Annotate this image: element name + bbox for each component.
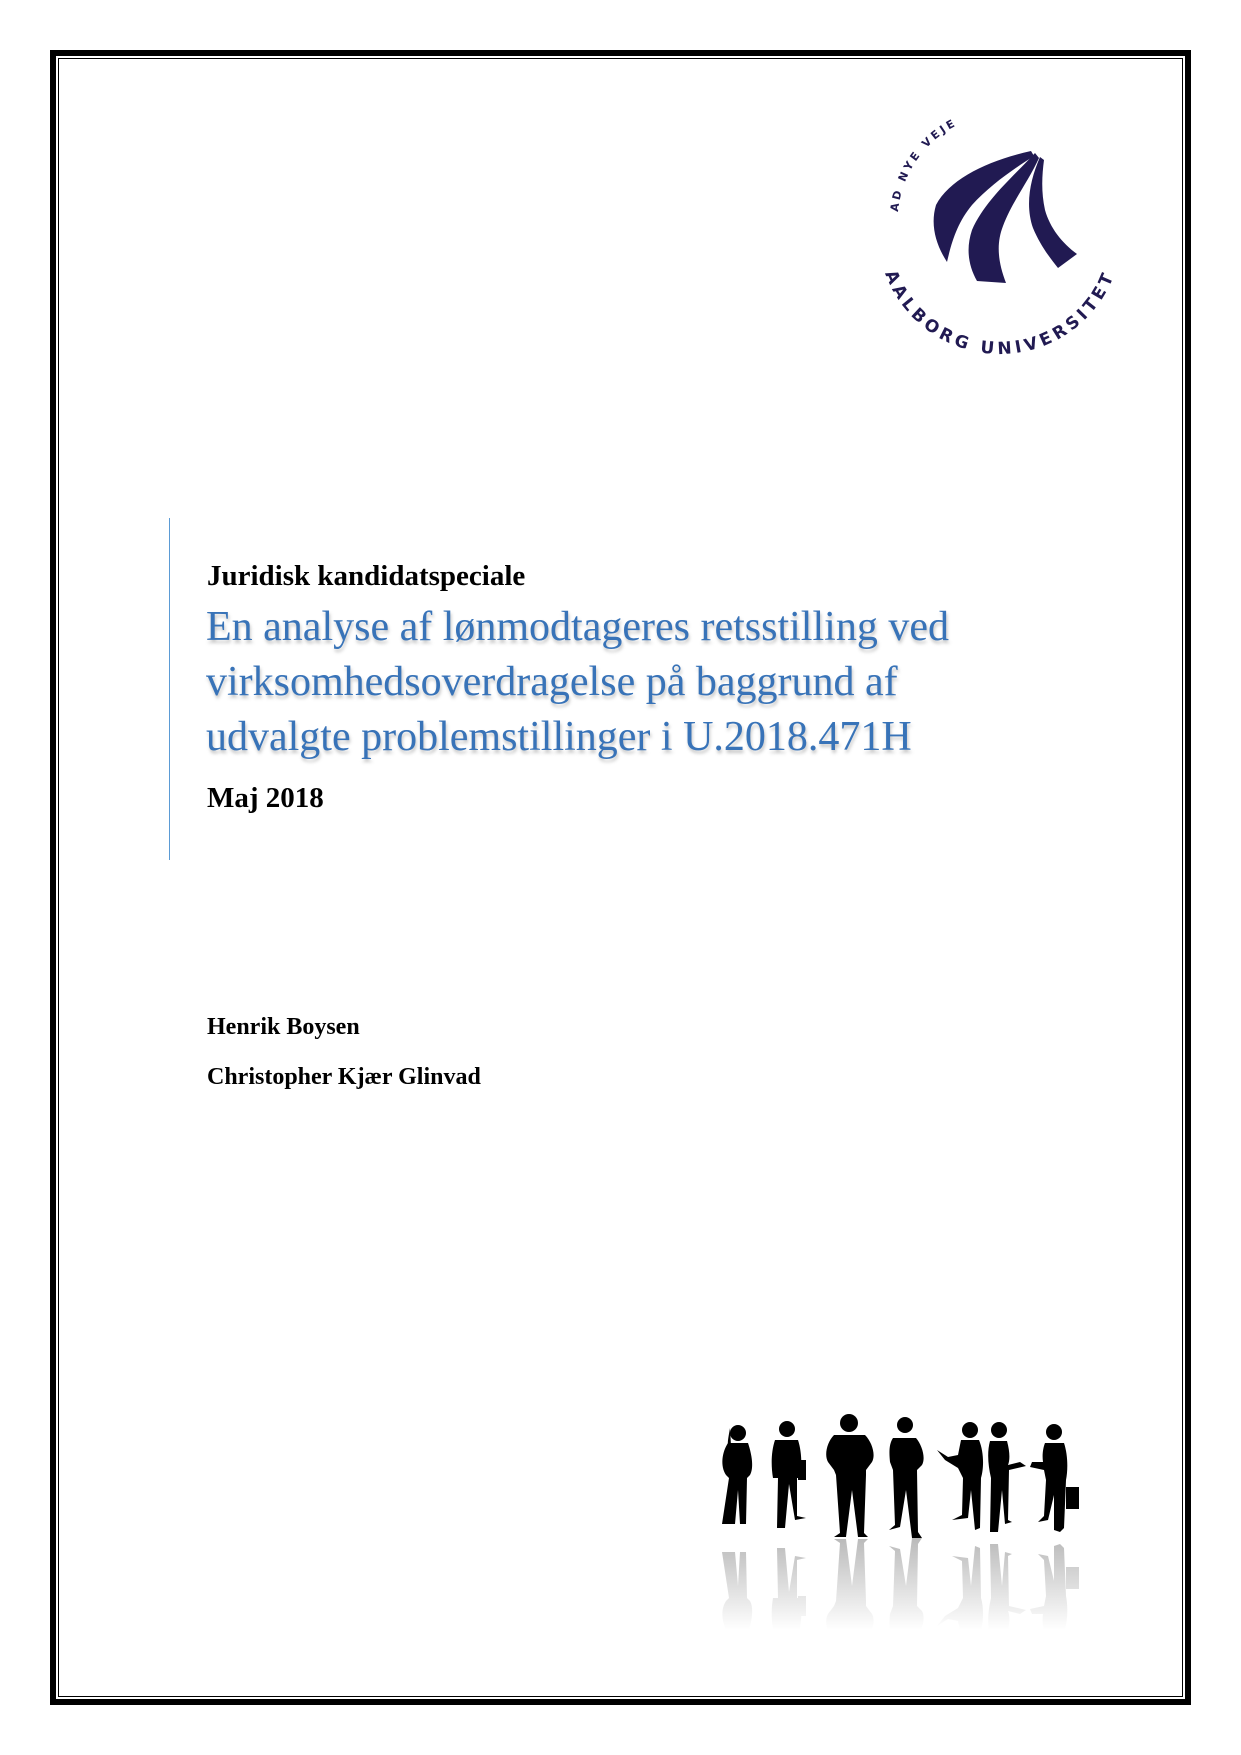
logo-university-name: AALBORG UNIVERSITET — [880, 267, 1120, 360]
business-people-silhouettes-icon — [700, 1400, 1100, 1630]
author-name: Christopher Kjær Glinvad — [207, 1064, 481, 1090]
document-subtitle: Juridisk kandidatspeciale — [207, 560, 526, 592]
logo-wave-right — [1029, 157, 1077, 268]
document-date: Maj 2018 — [207, 782, 324, 814]
aalborg-university-logo-icon — [860, 100, 1140, 370]
document-title — [206, 600, 949, 765]
title-line: virksomhedsoverdragelse på baggrund af — [206, 659, 898, 705]
title-accent-rule — [169, 518, 170, 860]
title-line: udvalgte problemstillinger i U.2018.471H — [206, 714, 912, 760]
author-name: Henrik Boysen — [207, 1014, 360, 1040]
title-line: En analyse af lønmodtageres retsstilling ved — [206, 604, 949, 650]
logo-motto: AD NYE VEJE — [887, 115, 960, 213]
